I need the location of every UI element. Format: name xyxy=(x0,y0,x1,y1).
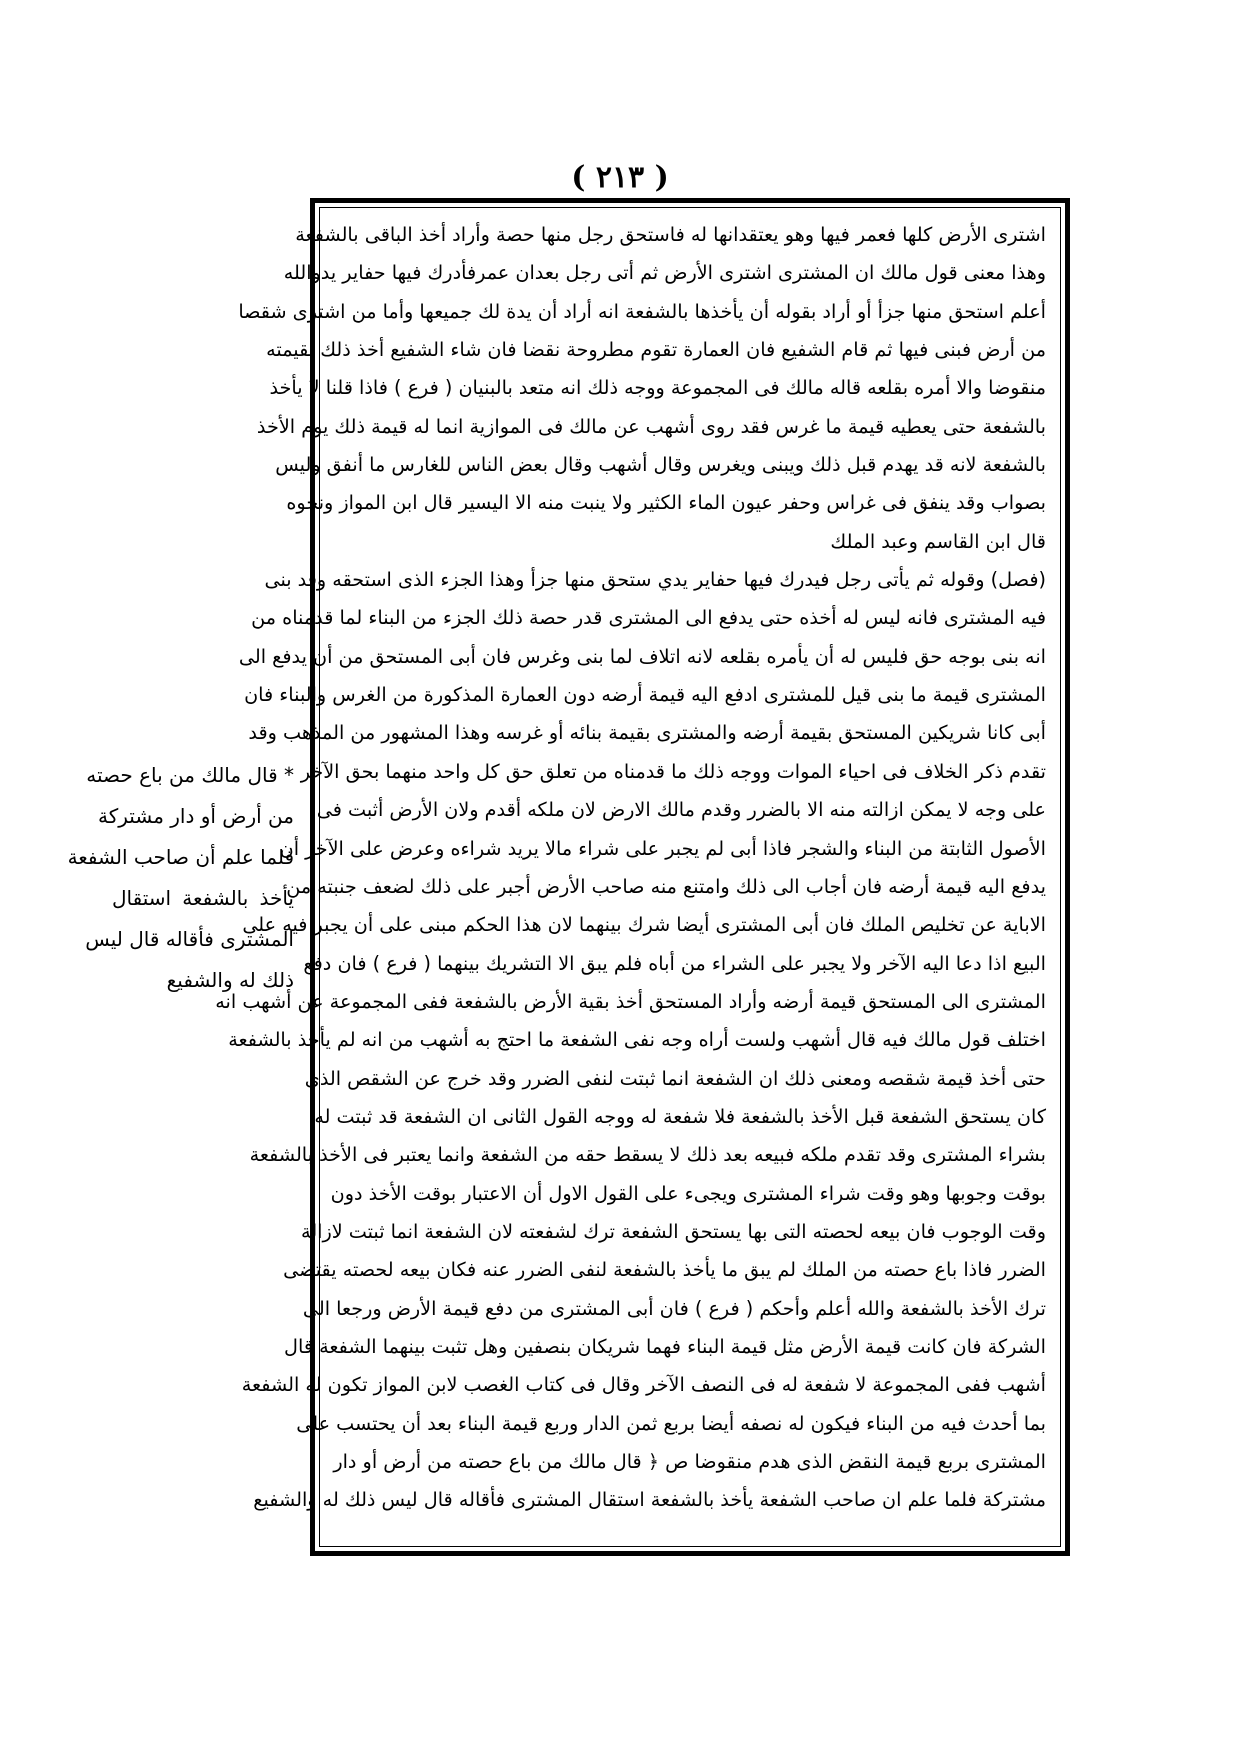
text-line: ترك الأخذ بالشفعة والله أعلم وأحكم ( فرع ) فان أبى المشترى من دفع قيمة الأرض ورجعا الى xyxy=(302,1296,1046,1320)
text-line: مشتركة فلما علم ان صاحب الشفعة يأخذ بالشفعة استقال المشترى فأقاله قال ليس ذلك له والشفيع xyxy=(253,1488,1046,1512)
main-text-body xyxy=(215,207,1061,1547)
text-line: بالشفعة حتى يعطيه قيمة ما غرس فقد روى أشهب عن مالك فى الموازية انما له قيمة ذلك يوم الأخذ xyxy=(256,414,1046,438)
text-line: بما أحدث فيه من البناء فيكون له نصفه أيضا بربع ثمن الدار وربع قيمة البناء بعد أن يحتسب على xyxy=(296,1411,1046,1435)
text-line: من أرض فبنى فيها ثم قام الشفيع فان العمارة تقوم مطروحة نقضا فان شاء الشفيع أخذ ذلك بقيمته xyxy=(266,338,1046,362)
text-line: انه بنى بوجه حق فليس له أن يأمره بقلعه لانه اتلاف لما بنى وغرس فان أبى المستحق من أن يدفع الى xyxy=(238,644,1046,668)
text-line: بالشفعة لانه قد يهدم قبل ذلك ويبنى ويغرس وقال أشهب وقال بعض الناس للغارس ما أنفق وليس xyxy=(275,453,1046,477)
text-line: الأصول الثابتة من البناء والشجر فاذا أبى لم يجبر على شراء مالا يريد شراءه وعرض على الآخر أن xyxy=(279,836,1046,860)
text-line: وقت الوجوب فان بيعه لحصته التى بها يستحق الشفعة ترك لشفعته لان الشفعة انما ثبتت لازالة xyxy=(301,1219,1046,1243)
text-line: أشهب ففى المجموعة لا شفعة له فى النصف الآخر وقال فى كتاب الغصب لابن المواز تكون له الشفعة xyxy=(241,1373,1046,1397)
text-line: بصواب وقد ينفق فى غراس وحفر عيون الماء الكثير ولا ينبت منه الا اليسير قال ابن المواز ونحوه xyxy=(286,491,1046,515)
margin-note xyxy=(67,755,294,1001)
text-line: المشترى قيمة ما بنى قيل للمشترى ادفع اليه قيمة أرضه دون العمارة المذكورة من الغرس والبناء فان xyxy=(244,683,1046,707)
page-number: ( ٢١٣ ) xyxy=(571,160,669,195)
text-line: أعلم استحق منها جزأ أو أراد بقوله أن يأخذها بالشفعة انه أراد أن يدة لك جميعها وأما من اشترى شقصا xyxy=(238,299,1046,323)
text-line: أبى كانا شريكين المستحق بقيمة أرضه والمشترى بقيمة بنائه أو غرسه وهذا المشهور من المذهب وقد xyxy=(248,721,1046,745)
text-line: الاباية عن تخليص الملك فان أبى المشترى أيضا شرك بينهما لان هذا الحكم مبنى على أن يجبر فيه على xyxy=(242,913,1046,937)
text-line: المشترى بربع قيمة النقض الذى هدم منقوضا ص ﴿ قال مالك من باع حصته من أرض أو دار xyxy=(333,1450,1046,1473)
text-line: يدفع اليه قيمة أرضه فان أجاب الى ذلك وامتنع منه صاحب الأرض أجبر على ذلك لضعف جنبته من xyxy=(286,874,1046,898)
text-line: المشترى الى المستحق قيمة أرضه وأراد المستحق أخذ بقية الأرض بالشفعة ففى المجموعة عن أشهب انه xyxy=(215,989,1046,1013)
text-line: تقدم ذكر الخلاف فى احياء الموات ووجه ذلك ما قدمناه من تعلق حق كل واحد منهما بحق الآخر xyxy=(300,759,1046,783)
text-line: وهذا معنى قول مالك ان المشترى اشترى الأرض ثم أتى رجل بعدان عمرفأدرك فيها حفاير يدوالله xyxy=(283,261,1046,285)
text-line: فيه المشترى فانه ليس له أخذه حتى يدفع الى المشترى قدر حصة ذلك الجزء من البناء لما قدمناه من xyxy=(251,606,1046,630)
text-line: حتى أخذ قيمة شقصه ومعنى ذلك ان الشفعة انما ثبتت لنفى الضرر وقد خرج عن الشقص الذى xyxy=(304,1066,1046,1090)
text-line: على وجه لا يمكن ازالته منه الا بالضرر وقدم مالك الارض لان ملكه أقدم ولان الأرض أثبت فى xyxy=(316,798,1046,822)
text-line: اشترى الأرض كلها فعمر فيها وهو يعتقدانها له فاستحق رجل منها حصة وأراد أخذ الباقى بالشفعة xyxy=(295,223,1046,246)
margin-note-line: يأخذ بالشفعة استقال xyxy=(112,886,294,910)
text-line: الضرر فاذا باع حصته من الملك لم يبق ما يأخذ بالشفعة لنفى الضرر عنه فكان بيعه لحصته يقتضى xyxy=(283,1258,1046,1282)
text-line: البيع اذا دعا اليه الآخر ولا يجبر على الشراء من أباه فلم يبق الا التشريك بينهما ( فرع ) فان دفع xyxy=(303,951,1046,975)
main-text-frame xyxy=(215,198,1070,1556)
text-line: بوقت وجوبها وهو وقت شراء المشترى ويجىء على القول الاول أن الاعتبار بوقت الأخذ دون xyxy=(330,1181,1046,1205)
margin-note-line: المشترى فأقاله قال ليس xyxy=(85,927,294,951)
text-line: بشراء المشترى وقد تقدم ملكه فبيعه بعد ذلك لا يسقط حقه من الشفعة وانما يعتبر فى الأخذ بالشفعة xyxy=(249,1143,1046,1167)
text-line: قال ابن القاسم وعبد الملك xyxy=(830,529,1046,553)
text-line: اختلف قول مالك فيه قال أشهب ولست أراه وجه نفى الشفعة ما احتج به أشهب من انه لم يأخذ بالشفعة xyxy=(228,1028,1046,1052)
text-line: الشركة فان كانت قيمة الأرض مثل قيمة البناء فهما شريكان بنصفين وهل تثبت بينهما الشفعة قال xyxy=(284,1334,1046,1358)
text-line: منقوضا والا أمره بقلعه قاله مالك فى المجموعة ووجه ذلك انه متعد بالبنيان ( فرع ) فاذا قلنا لا يأخذ xyxy=(269,376,1046,400)
margin-note-line: من أرض أو دار مشتركة xyxy=(98,804,294,828)
margin-note-line: فلما علم أن صاحب الشفعة xyxy=(67,845,294,869)
text-line: كان يستحق الشفعة قبل الأخذ بالشفعة فلا شفعة له ووجه القول الثانى ان الشفعة قد ثبتت له xyxy=(314,1104,1046,1128)
margin-note-line: * قال مالك من باع حصته xyxy=(86,763,294,787)
margin-note-line: ذلك له والشفيع xyxy=(166,968,294,992)
text-line: (فصل) وقوله ثم يأتى رجل فيدرك فيها حفاير يدي ستحق منها جزأ وهذا الجزء الذى استحقه وقد بنى xyxy=(264,568,1046,592)
